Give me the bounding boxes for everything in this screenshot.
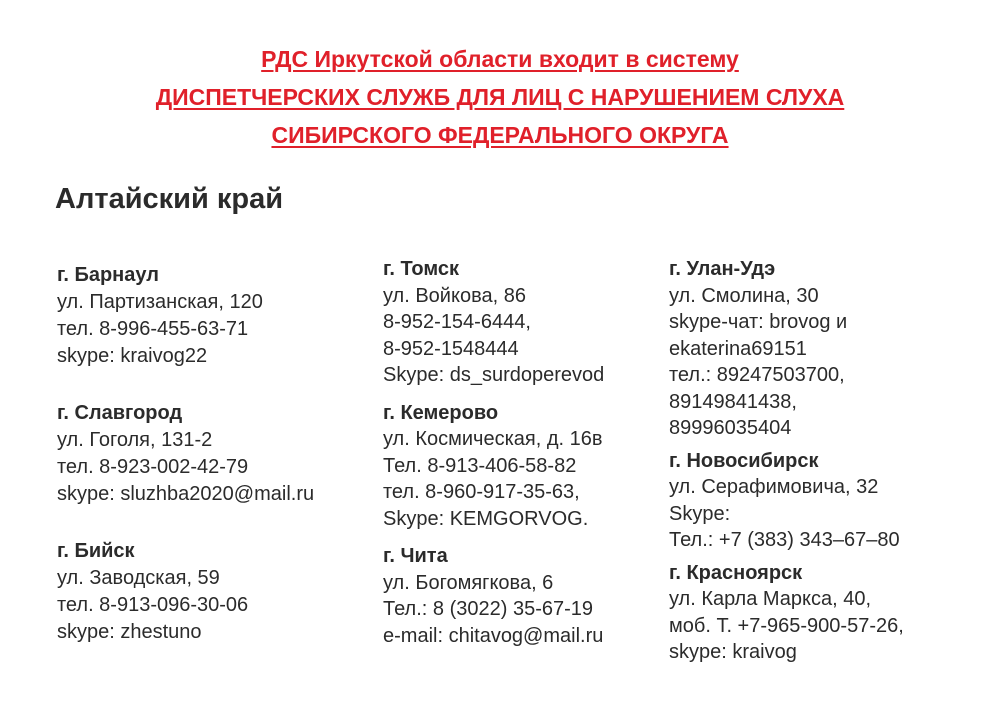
contact-entry-kemerovo: [383, 400, 604, 533]
contact-entry-ulan-ude: [669, 256, 904, 442]
city-name: г. Кемерово: [383, 401, 499, 424]
skype: Skype: ds_surdoperevod: [383, 364, 605, 386]
phone: Тел.: +7 (383) 343–67–80: [669, 529, 900, 551]
address: ул. Партизанская, 120: [57, 291, 263, 313]
contact-entry-biysk: [57, 538, 314, 646]
city-name: г. Чита: [383, 545, 448, 567]
contacts-column-3: [669, 256, 904, 666]
phone: тел. 8-913-096-30-06: [57, 594, 249, 616]
contact-entry-krasnoyarsk: [669, 560, 904, 666]
phone: 8-952-1548444: [383, 337, 519, 360]
city-name: г. Барнаул: [57, 264, 159, 286]
city-name: г. Новосибирск: [669, 449, 819, 472]
address: ул. Гоголя, 131-2: [57, 429, 213, 451]
address: ул. Богомягкова, 6: [383, 571, 554, 594]
phone: тел. 8-923-002-42-79: [57, 456, 249, 478]
contact-entry-chita: [383, 543, 604, 649]
contact-entry-novosibirsk: [669, 448, 904, 554]
skype: Skype: KEMGORVOG.: [383, 507, 589, 530]
city-name: г. Томск: [383, 258, 460, 280]
email: e-mail: chitavog@mail.ru: [383, 624, 604, 647]
skype: skype: kraivog: [669, 641, 797, 663]
address: ул. Серафимовича, 32: [669, 476, 879, 498]
address: ул. Заводская, 59: [57, 567, 220, 589]
address: ул. Войкова, 86: [383, 284, 526, 307]
skype: skype: kraivog22: [57, 345, 208, 367]
city-name: г. Бийск: [57, 540, 135, 562]
phone: 89149841438,: [669, 390, 797, 413]
phone: Тел. 8-913-406-58-82: [383, 454, 577, 477]
phone: моб. Т. +7-965-900-57-26,: [669, 614, 904, 637]
region-title: Алтайский край: [55, 183, 284, 215]
skype: skype: sluzhba2020@mail.ru: [57, 483, 315, 505]
phone: 89996035404: [669, 417, 792, 439]
contact-entry-tomsk: [383, 256, 604, 389]
header-line-1: РДС Иркутской области входит в систему: [261, 46, 739, 72]
header-line-2: ДИСПЕТЧЕРСКИХ СЛУЖБ ДЛЯ ЛИЦ С НАРУШЕНИЕМ СЛУХА: [155, 84, 845, 110]
contact-entry-slavgorod: [57, 400, 314, 508]
address: ул. Карла Маркса, 40,: [669, 588, 872, 610]
phone: тел. 8-996-455-63-71: [57, 318, 249, 340]
phone: тел.: 89247503700,: [669, 364, 845, 386]
address: ул. Смолина, 30: [669, 284, 819, 307]
skype: ekaterina69151: [669, 337, 807, 360]
skype: Skype:: [669, 502, 731, 525]
skype: skype: zhestuno: [57, 621, 202, 643]
city-name: г. Славгород: [57, 402, 183, 424]
skype: skype-чат: brovog и: [669, 311, 848, 333]
phone: Тел.: 8 (3022) 35-67-19: [383, 598, 593, 620]
contacts-column-1: [57, 262, 314, 646]
contact-entry-barnaul: [57, 262, 314, 370]
header: [0, 40, 1000, 154]
city-name: г. Красноярск: [669, 561, 803, 584]
phone: тел. 8-960-917-35-63,: [383, 481, 580, 503]
city-name: г. Улан-Удэ: [669, 258, 776, 280]
address: ул. Космическая, д. 16в: [383, 428, 603, 450]
header-line-3: СИБИРСКОГО ФЕДЕРАЛЬНОГО ОКРУГА: [271, 122, 729, 148]
contacts-column-2: [383, 256, 604, 649]
phone: 8-952-154-6444,: [383, 311, 531, 333]
